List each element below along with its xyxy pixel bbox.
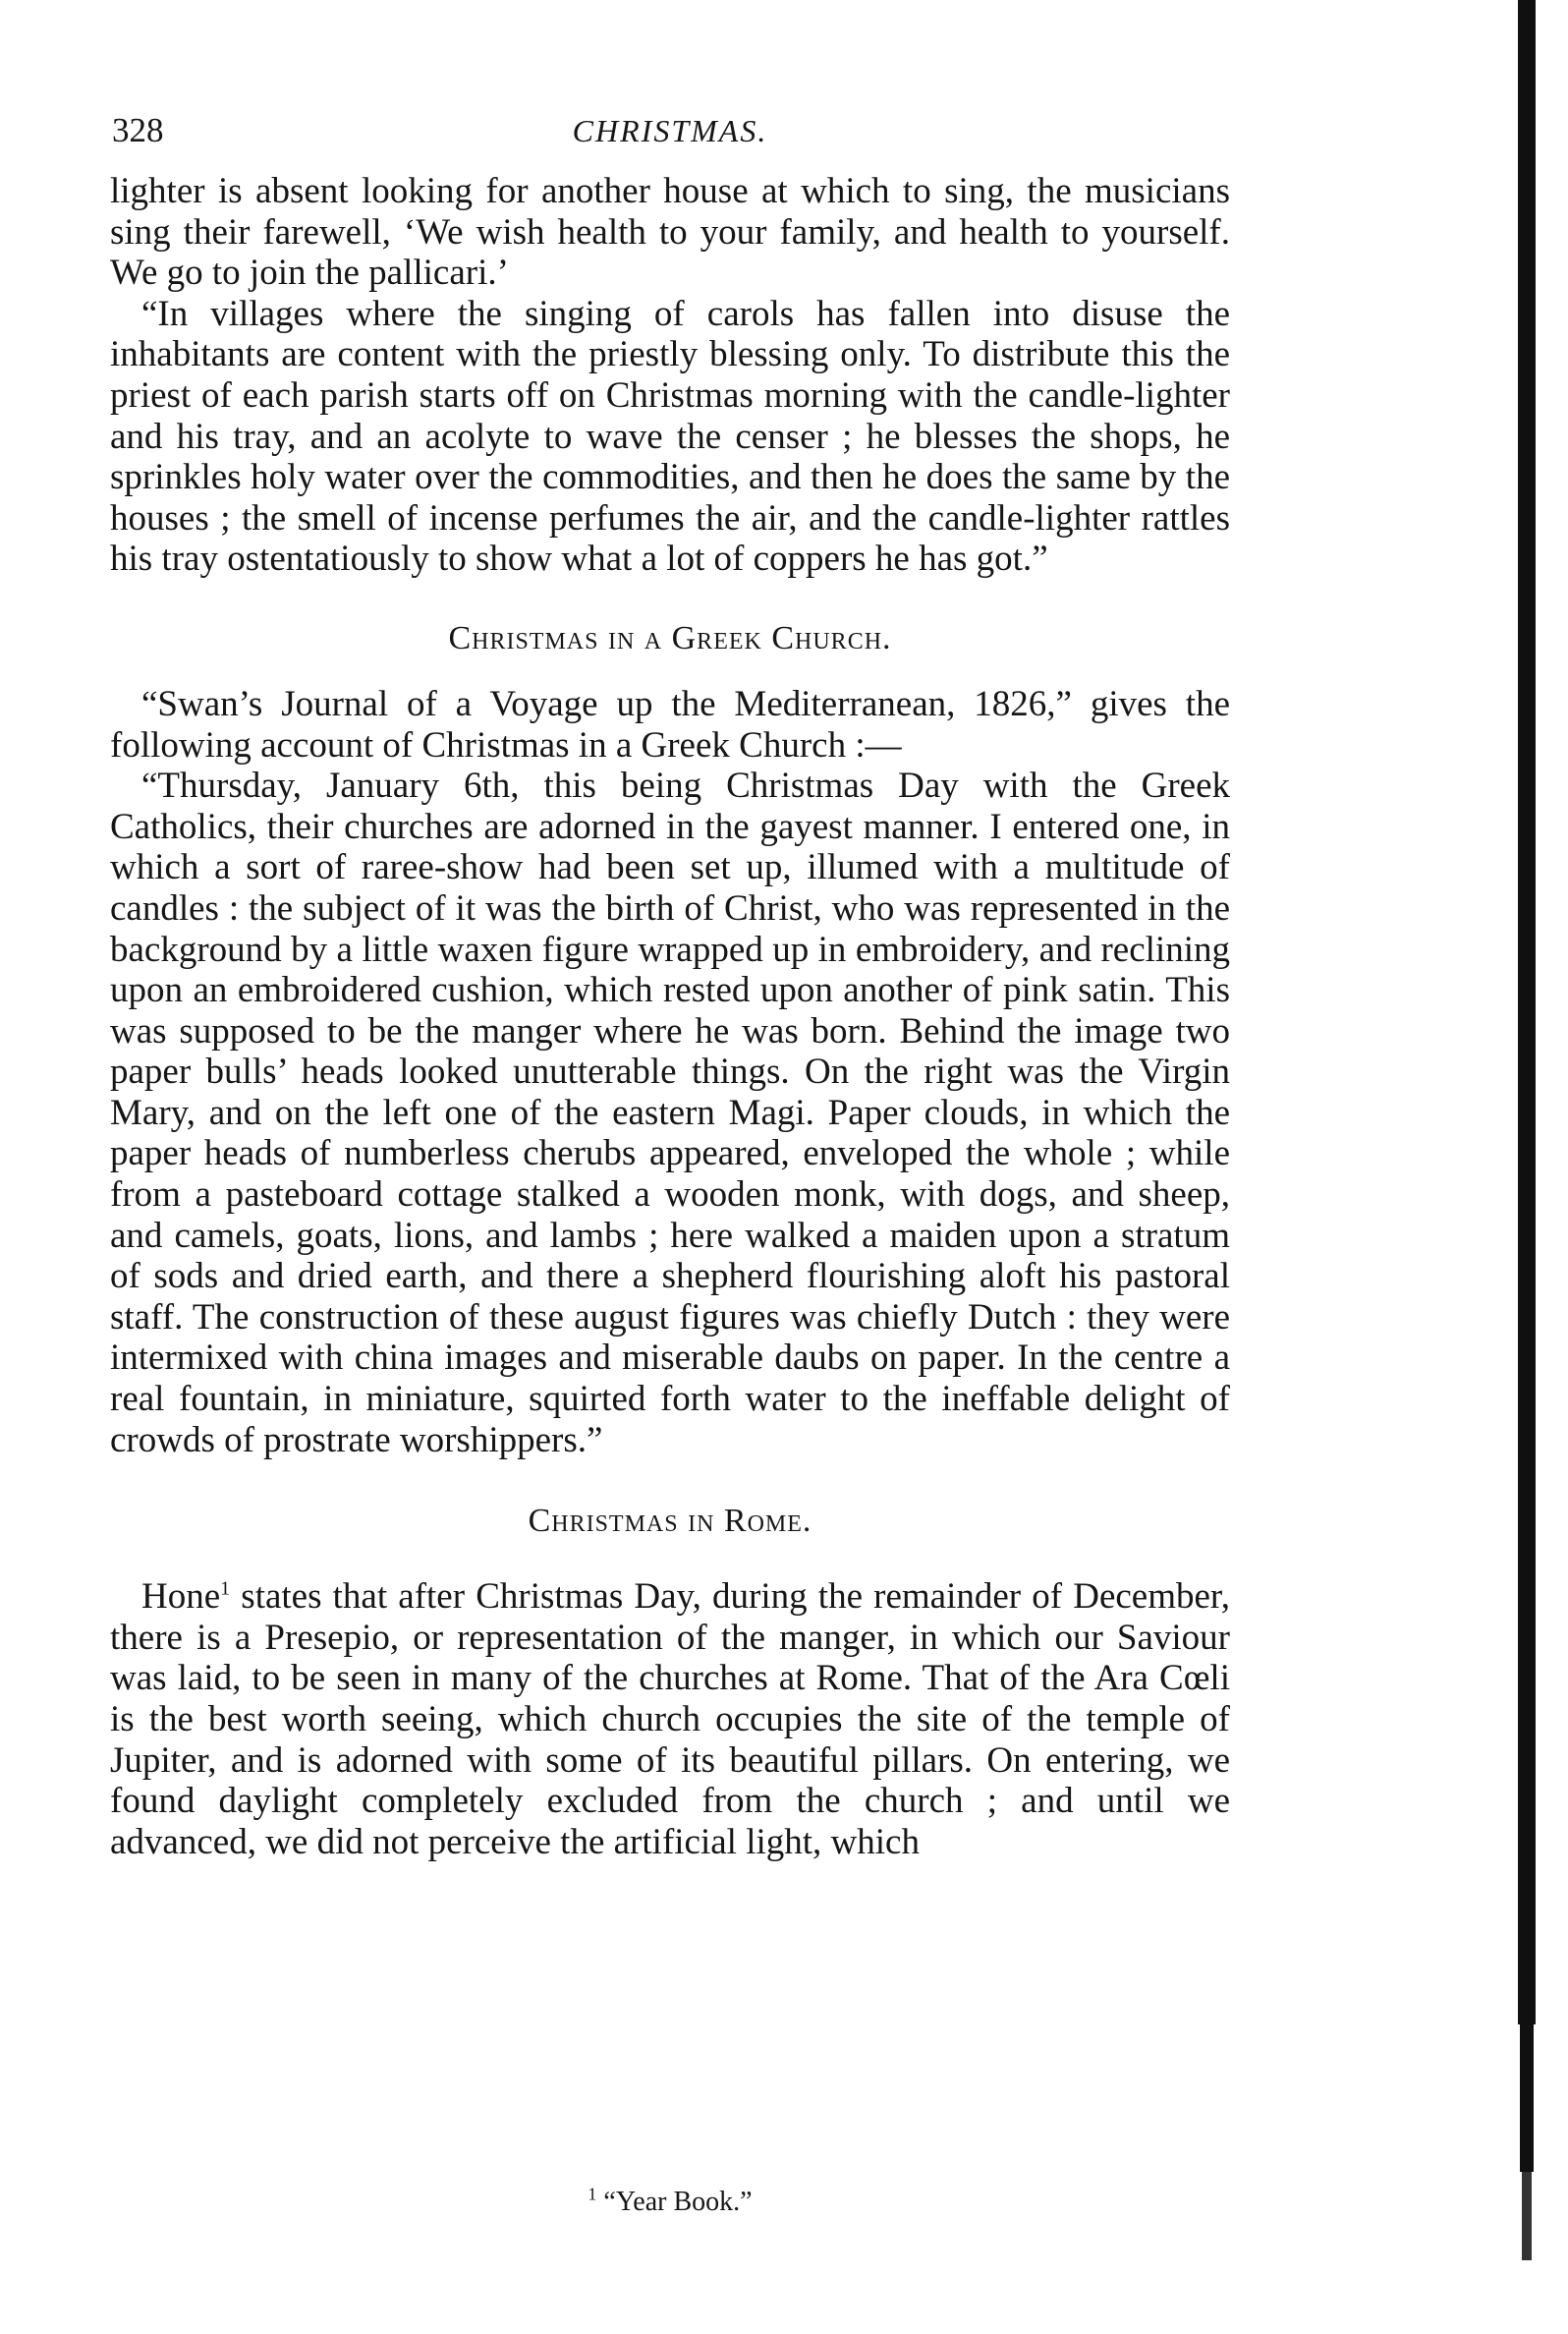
page-edge-line-lower bbox=[1520, 2024, 1534, 2172]
swan-journal-paragraph: “Swan’s Journal of a Voyage up the Mediterranean, 1826,” gives the following account of Christmas in a Greek Church :— bbox=[110, 683, 1230, 766]
running-title: CHRISTMAS. bbox=[572, 113, 768, 148]
page-number: 328 bbox=[112, 111, 164, 149]
page-edge-shadow bbox=[1518, 0, 1536, 2334]
continued-paragraph: lighter is absent looking for another house at which to sing, the musicians sing their farewell, ‘We wish health to your family, and health to yourself. We go to join the pallicari.’ bbox=[110, 171, 1230, 294]
footnote-marker: 1 bbox=[588, 2184, 597, 2204]
footnote-reference: 1 bbox=[220, 1577, 231, 1600]
rome-paragraph bbox=[110, 1576, 1230, 1862]
greek-church-quote-paragraph: “Thursday, January 6th, this being Christmas Day with the Greek Catholics, their churches are adorned in the gayest manner. I entered one, in which a sort of raree-show had been set up, illumed with a multitude of candles : the subject of it was the birth of Christ, who was represented in the background by a little waxen figure wrapped up in embroidery, and reclining upon an embroidered cushion, which rested upon another of pink satin. This was supposed to be the manger where he was born. Behind the image two paper bulls’ heads looked unutterable things. On the right was the Virgin Mary, and on the left one of the eastern Magi. Paper clouds, in which the paper heads of numberless cherubs appeared, enveloped the whole ; while from a pasteboard cottage stalked a wooden monk, with dogs, and sheep, and camels, goats, lions, and lambs ; here walked a maiden upon a stratum of sods and dried earth, and there a shepherd flourishing aloft his pastoral staff. The construction of these august figures was chiefly Dutch : they were intermixed with china images and miserable daubs on paper. In the centre a real fountain, in miniature, squirted forth water to the ineffable delight of crowds of prostrate worshippers.” bbox=[110, 766, 1230, 1460]
footnote bbox=[110, 2184, 1230, 2221]
section-heading-greek-church: Christmas in a Greek Church. bbox=[448, 619, 892, 656]
rome-paragraph-rest: states that after Christmas Day, during the remainder of December, there is a Presepio, or representation of the manger, in which our Saviour was laid, to be seen in many of the churches at Rome. That of the Ara Cœli is the best worth seeing, which church occupies the site of the temple of Jupiter, and is adorned with some of its beautiful pillars. On entering, we found daylight completely excluded from the church ; and until we advanced, we did not perceive the artificial light, which bbox=[110, 1576, 1230, 1862]
body-text bbox=[110, 171, 1230, 1862]
page-edge-line-bottom bbox=[1522, 2172, 1532, 2260]
page-edge-line bbox=[1518, 0, 1536, 2024]
carols-paragraph: “In villages where the singing of carols has fallen into disuse the inhabitants are content with the priestly blessing only. To distribute this the priest of each parish starts off on Christmas morning with the candle-lighter and his tray, and an acolyte to wave the censer ; he blesses the shops, he sprinkles holy water over the commodities, and then he does the same by the houses ; the smell of incense perfumes the air, and the candle-lighter rattles his tray ostentatiously to show what a lot of coppers he has got.” bbox=[110, 293, 1230, 580]
footnote-text: “Year Book.” bbox=[603, 2187, 753, 2217]
running-head bbox=[110, 106, 1230, 155]
rome-paragraph-start: Hone bbox=[141, 1576, 221, 1618]
section-heading-rome: Christmas in Rome. bbox=[528, 1503, 812, 1540]
